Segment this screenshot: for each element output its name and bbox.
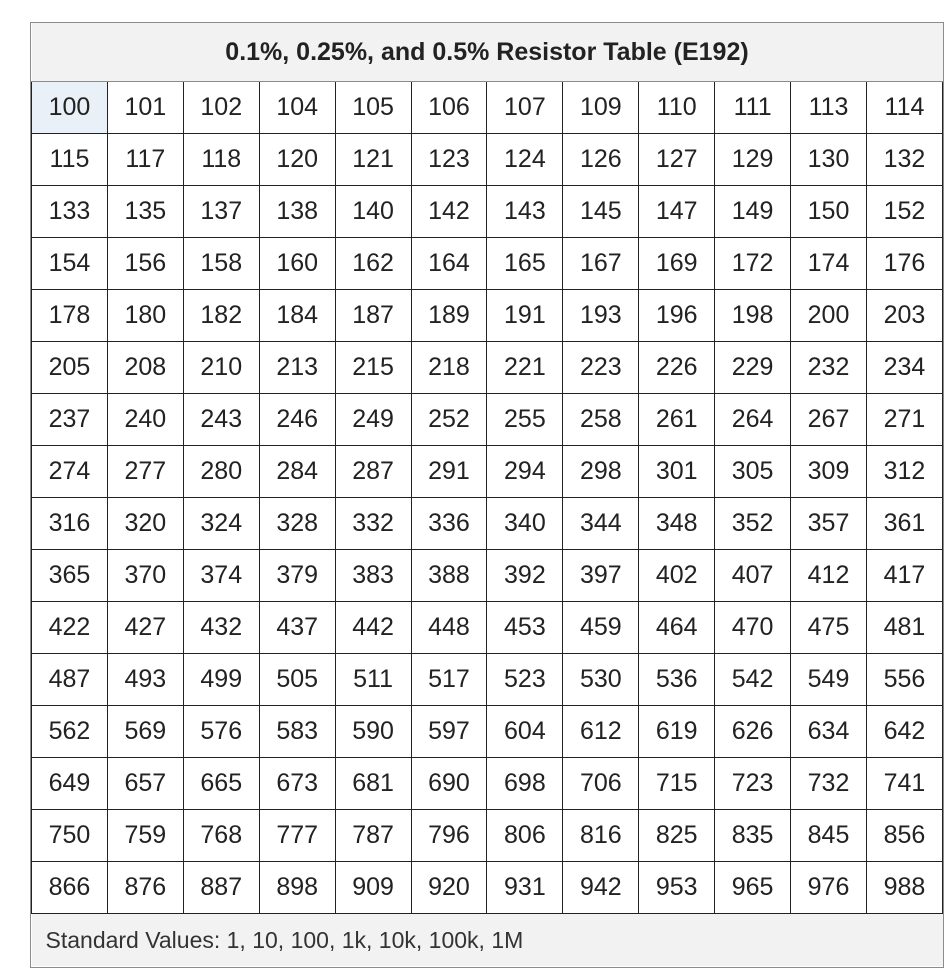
resistor-value-cell: 271	[866, 394, 942, 446]
table-body	[32, 82, 943, 914]
resistor-value-cell: 264	[715, 394, 791, 446]
resistor-value-cell: 126	[563, 134, 639, 186]
resistor-value-cell: 287	[335, 446, 411, 498]
resistor-value-cell: 200	[791, 290, 867, 342]
resistor-value-cell: 690	[411, 758, 487, 810]
resistor-value-cell: 174	[791, 238, 867, 290]
resistor-value-cell: 556	[866, 654, 942, 706]
resistor-value-cell: 816	[563, 810, 639, 862]
standard-values-note: Standard Values: 1, 10, 100, 1k, 10k, 100k, 1M	[32, 914, 943, 967]
resistor-value-cell: 109	[563, 82, 639, 134]
resistor-value-cell: 261	[639, 394, 715, 446]
resistor-value-cell: 172	[715, 238, 791, 290]
resistor-value-cell: 732	[791, 758, 867, 810]
resistor-value-cell: 657	[107, 758, 183, 810]
resistor-value-cell: 105	[335, 82, 411, 134]
table-row	[32, 550, 943, 602]
resistor-value-cell: 324	[183, 498, 259, 550]
resistor-value-cell: 549	[791, 654, 867, 706]
resistor-value-cell: 129	[715, 134, 791, 186]
resistor-value-cell: 316	[32, 498, 108, 550]
table-row	[32, 82, 943, 134]
resistor-value-cell: 218	[411, 342, 487, 394]
resistor-value-cell: 787	[335, 810, 411, 862]
resistor-value-cell: 320	[107, 498, 183, 550]
resistor-value-cell: 127	[639, 134, 715, 186]
resistor-value-cell: 953	[639, 862, 715, 914]
resistor-value-cell: 203	[866, 290, 942, 342]
resistor-value-cell: 976	[791, 862, 867, 914]
resistor-value-cell: 110	[639, 82, 715, 134]
resistor-value-cell: 988	[866, 862, 942, 914]
resistor-value-cell: 470	[715, 602, 791, 654]
resistor-value-cell: 383	[335, 550, 411, 602]
resistor-value-cell: 612	[563, 706, 639, 758]
resistor-value-cell: 626	[715, 706, 791, 758]
resistor-value-cell: 432	[183, 602, 259, 654]
resistor-value-cell: 412	[791, 550, 867, 602]
table-row	[32, 186, 943, 238]
resistor-value-cell: 942	[563, 862, 639, 914]
resistor-value-cell: 184	[259, 290, 335, 342]
resistor-value-cell: 493	[107, 654, 183, 706]
resistor-value-cell: 164	[411, 238, 487, 290]
resistor-value-cell: 169	[639, 238, 715, 290]
resistor-value-cell: 101	[107, 82, 183, 134]
resistor-value-cell: 845	[791, 810, 867, 862]
resistor-value-cell: 237	[32, 394, 108, 446]
resistor-value-cell: 542	[715, 654, 791, 706]
resistor-value-cell: 210	[183, 342, 259, 394]
resistor-value-cell: 768	[183, 810, 259, 862]
resistor-value-cell: 344	[563, 498, 639, 550]
resistor-value-cell: 806	[487, 810, 563, 862]
resistor-value-cell: 100	[32, 82, 108, 134]
resistor-value-cell: 114	[866, 82, 942, 134]
resistor-value-cell: 301	[639, 446, 715, 498]
resistor-value-cell: 576	[183, 706, 259, 758]
resistor-value-cell: 117	[107, 134, 183, 186]
resistor-value-cell: 642	[866, 706, 942, 758]
resistor-value-cell: 182	[183, 290, 259, 342]
resistor-value-cell: 309	[791, 446, 867, 498]
table-footer-row	[32, 914, 943, 967]
table-row	[32, 498, 943, 550]
resistor-value-cell: 232	[791, 342, 867, 394]
resistor-value-cell: 284	[259, 446, 335, 498]
resistor-value-cell: 189	[411, 290, 487, 342]
resistor-value-cell: 123	[411, 134, 487, 186]
table-row	[32, 862, 943, 914]
resistor-value-cell: 427	[107, 602, 183, 654]
resistor-value-cell: 162	[335, 238, 411, 290]
resistor-value-cell: 536	[639, 654, 715, 706]
resistor-value-cell: 876	[107, 862, 183, 914]
resistor-value-cell: 118	[183, 134, 259, 186]
table-row	[32, 238, 943, 290]
resistor-value-cell: 121	[335, 134, 411, 186]
table-title: 0.1%, 0.25%, and 0.5% Resistor Table (E192)	[32, 23, 943, 82]
resistor-value-cell: 619	[639, 706, 715, 758]
resistor-value-cell: 417	[866, 550, 942, 602]
resistor-value-cell: 475	[791, 602, 867, 654]
resistor-value-cell: 187	[335, 290, 411, 342]
resistor-value-cell: 723	[715, 758, 791, 810]
resistor-value-cell: 698	[487, 758, 563, 810]
resistor-value-cell: 147	[639, 186, 715, 238]
resistor-value-cell: 215	[335, 342, 411, 394]
resistor-value-cell: 448	[411, 602, 487, 654]
resistor-value-cell: 517	[411, 654, 487, 706]
resistor-value-cell: 213	[259, 342, 335, 394]
resistor-value-cell: 294	[487, 446, 563, 498]
resistor-value-cell: 104	[259, 82, 335, 134]
resistor-value-cell: 634	[791, 706, 867, 758]
resistor-value-cell: 825	[639, 810, 715, 862]
resistor-value-cell: 569	[107, 706, 183, 758]
resistor-value-cell: 142	[411, 186, 487, 238]
resistor-value-cell: 759	[107, 810, 183, 862]
resistor-value-cell: 370	[107, 550, 183, 602]
resistor-value-cell: 777	[259, 810, 335, 862]
resistor-value-cell: 352	[715, 498, 791, 550]
table-row	[32, 706, 943, 758]
resistor-value-cell: 221	[487, 342, 563, 394]
resistor-value-cell: 111	[715, 82, 791, 134]
resistor-value-cell: 453	[487, 602, 563, 654]
resistor-value-cell: 252	[411, 394, 487, 446]
resistor-value-cell: 120	[259, 134, 335, 186]
resistor-value-cell: 205	[32, 342, 108, 394]
resistor-value-cell: 336	[411, 498, 487, 550]
resistor-value-cell: 459	[563, 602, 639, 654]
resistor-value-cell: 223	[563, 342, 639, 394]
resistor-value-cell: 965	[715, 862, 791, 914]
resistor-value-cell: 138	[259, 186, 335, 238]
resistor-value-cell: 397	[563, 550, 639, 602]
table-row	[32, 654, 943, 706]
table-row	[32, 602, 943, 654]
resistor-value-cell: 442	[335, 602, 411, 654]
resistor-value-cell: 590	[335, 706, 411, 758]
resistor-value-cell: 145	[563, 186, 639, 238]
resistor-value-cell: 464	[639, 602, 715, 654]
resistor-value-cell: 229	[715, 342, 791, 394]
resistor-value-cell: 234	[866, 342, 942, 394]
table-row	[32, 342, 943, 394]
resistor-value-cell: 487	[32, 654, 108, 706]
resistor-value-cell: 392	[487, 550, 563, 602]
resistor-value-cell: 305	[715, 446, 791, 498]
resistor-value-cell: 274	[32, 446, 108, 498]
resistor-value-cell: 152	[866, 186, 942, 238]
resistor-value-cell: 583	[259, 706, 335, 758]
resistor-value-cell: 143	[487, 186, 563, 238]
resistor-value-cell: 280	[183, 446, 259, 498]
resistor-value-cell: 198	[715, 290, 791, 342]
resistor-value-cell: 931	[487, 862, 563, 914]
resistor-value-cell: 750	[32, 810, 108, 862]
resistor-value-cell: 165	[487, 238, 563, 290]
resistor-value-cell: 665	[183, 758, 259, 810]
resistor-value-cell: 499	[183, 654, 259, 706]
resistor-value-cell: 113	[791, 82, 867, 134]
resistor-value-cell: 898	[259, 862, 335, 914]
resistor-value-cell: 402	[639, 550, 715, 602]
resistor-value-cell: 866	[32, 862, 108, 914]
resistor-value-cell: 597	[411, 706, 487, 758]
resistor-value-cell: 348	[639, 498, 715, 550]
resistor-value-cell: 357	[791, 498, 867, 550]
resistor-value-cell: 909	[335, 862, 411, 914]
resistor-value-cell: 437	[259, 602, 335, 654]
resistor-value-cell: 267	[791, 394, 867, 446]
resistor-value-cell: 167	[563, 238, 639, 290]
resistor-value-cell: 135	[107, 186, 183, 238]
resistor-value-cell: 298	[563, 446, 639, 498]
resistor-value-cell: 249	[335, 394, 411, 446]
resistor-value-cell: 246	[259, 394, 335, 446]
resistor-value-cell: 379	[259, 550, 335, 602]
resistor-value-cell: 149	[715, 186, 791, 238]
resistor-value-cell: 154	[32, 238, 108, 290]
resistor-value-cell: 191	[487, 290, 563, 342]
resistor-value-cell: 156	[107, 238, 183, 290]
resistor-value-cell: 407	[715, 550, 791, 602]
resistor-value-cell: 604	[487, 706, 563, 758]
resistor-value-cell: 365	[32, 550, 108, 602]
resistor-value-cell: 107	[487, 82, 563, 134]
resistor-value-cell: 649	[32, 758, 108, 810]
resistor-table	[31, 23, 943, 966]
resistor-value-cell: 208	[107, 342, 183, 394]
resistor-value-cell: 124	[487, 134, 563, 186]
resistor-value-cell: 277	[107, 446, 183, 498]
table-row	[32, 290, 943, 342]
resistor-value-cell: 388	[411, 550, 487, 602]
resistor-value-cell: 681	[335, 758, 411, 810]
table-row	[32, 446, 943, 498]
resistor-value-cell: 150	[791, 186, 867, 238]
resistor-value-cell: 140	[335, 186, 411, 238]
resistor-value-cell: 291	[411, 446, 487, 498]
resistor-value-cell: 137	[183, 186, 259, 238]
table-row	[32, 134, 943, 186]
resistor-value-cell: 856	[866, 810, 942, 862]
resistor-value-cell: 258	[563, 394, 639, 446]
resistor-value-cell: 920	[411, 862, 487, 914]
resistor-value-cell: 887	[183, 862, 259, 914]
resistor-value-cell: 106	[411, 82, 487, 134]
table-title-row	[32, 23, 943, 82]
resistor-value-cell: 715	[639, 758, 715, 810]
resistor-value-cell: 193	[563, 290, 639, 342]
resistor-value-cell: 328	[259, 498, 335, 550]
resistor-value-cell: 505	[259, 654, 335, 706]
resistor-value-cell: 332	[335, 498, 411, 550]
resistor-value-cell: 178	[32, 290, 108, 342]
resistor-value-cell: 102	[183, 82, 259, 134]
resistor-value-cell: 132	[866, 134, 942, 186]
resistor-table-container	[30, 22, 944, 968]
resistor-value-cell: 133	[32, 186, 108, 238]
resistor-value-cell: 226	[639, 342, 715, 394]
resistor-value-cell: 361	[866, 498, 942, 550]
resistor-value-cell: 374	[183, 550, 259, 602]
resistor-value-cell: 706	[563, 758, 639, 810]
resistor-value-cell: 160	[259, 238, 335, 290]
resistor-value-cell: 312	[866, 446, 942, 498]
resistor-value-cell: 158	[183, 238, 259, 290]
resistor-value-cell: 243	[183, 394, 259, 446]
resistor-value-cell: 176	[866, 238, 942, 290]
resistor-value-cell: 530	[563, 654, 639, 706]
resistor-value-cell: 481	[866, 602, 942, 654]
resistor-value-cell: 673	[259, 758, 335, 810]
table-row	[32, 810, 943, 862]
resistor-value-cell: 422	[32, 602, 108, 654]
resistor-value-cell: 511	[335, 654, 411, 706]
resistor-value-cell: 130	[791, 134, 867, 186]
table-row	[32, 758, 943, 810]
resistor-value-cell: 240	[107, 394, 183, 446]
resistor-value-cell: 562	[32, 706, 108, 758]
resistor-value-cell: 796	[411, 810, 487, 862]
resistor-value-cell: 180	[107, 290, 183, 342]
resistor-value-cell: 115	[32, 134, 108, 186]
resistor-value-cell: 741	[866, 758, 942, 810]
resistor-value-cell: 196	[639, 290, 715, 342]
resistor-value-cell: 340	[487, 498, 563, 550]
resistor-value-cell: 835	[715, 810, 791, 862]
resistor-value-cell: 523	[487, 654, 563, 706]
resistor-value-cell: 255	[487, 394, 563, 446]
table-row	[32, 394, 943, 446]
